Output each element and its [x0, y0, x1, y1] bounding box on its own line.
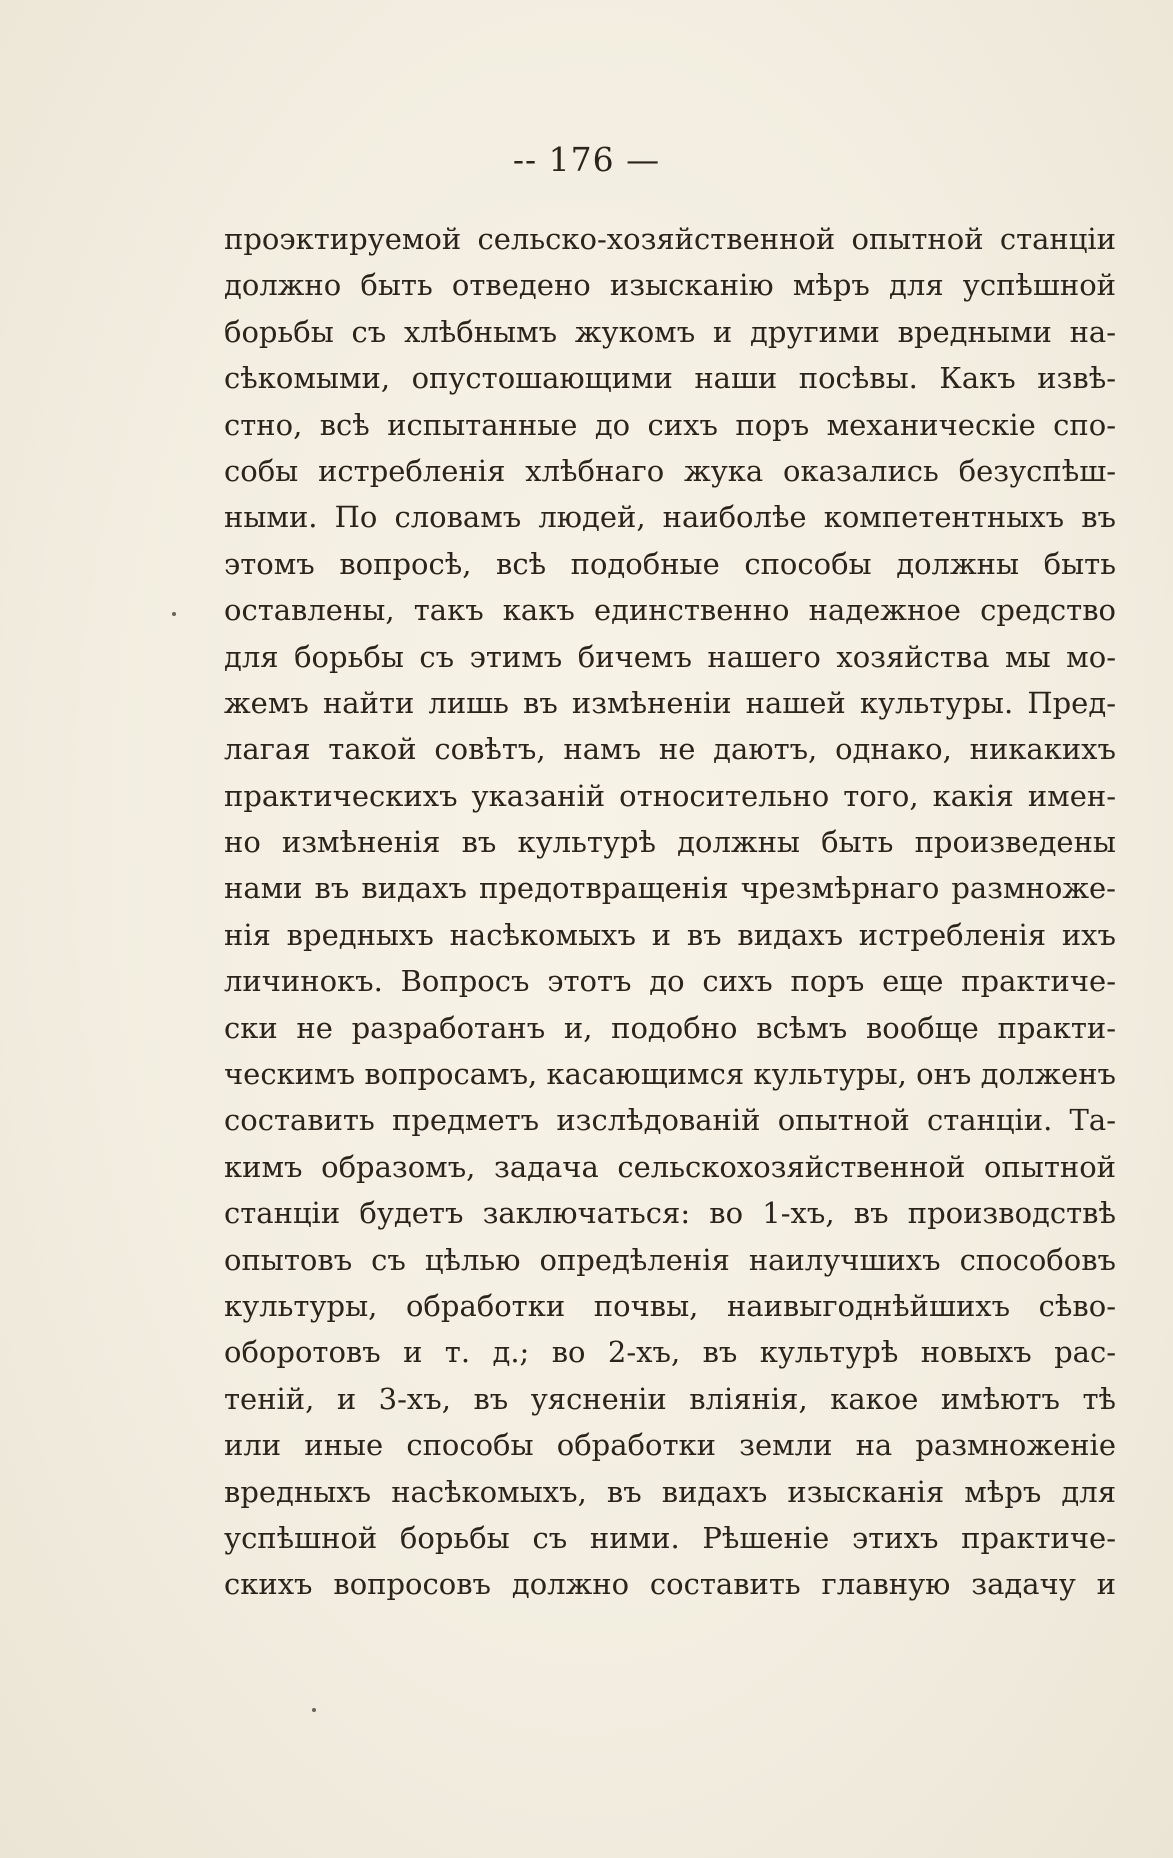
text-line: сѣкомыми, опустошающими наши посѣвы. Какъ извѣ-	[224, 361, 1116, 396]
text-line: кимъ образомъ, задача сельскохозяйственной опытной	[224, 1149, 1116, 1184]
text-line: ски не разработанъ и, подобно всѣмъ вообще практи-	[224, 1010, 1116, 1045]
text-line: лагая такой совѣтъ, намъ не даютъ, однако, никакихъ	[224, 732, 1116, 767]
body-text	[224, 216, 1116, 1608]
text-line: культуры, обработки почвы, наивыгоднѣйшихъ сѣво-	[224, 1288, 1116, 1323]
text-line: должно быть отведено изысканію мѣръ для успѣшной	[224, 268, 1116, 303]
paper-speck	[172, 612, 176, 616]
text-line: жемъ найти лишь въ измѣненіи нашей культуры. Пред-	[224, 685, 1116, 720]
text-line: или иные способы обработки земли на размноженіе	[224, 1428, 1116, 1463]
text-line: личинокъ. Вопросъ этотъ до сихъ поръ еще практиче-	[224, 964, 1116, 999]
text-line: но измѣненія въ культурѣ должны быть произведены	[224, 825, 1116, 860]
text-line: нами въ видахъ предотвращенія чрезмѣрнаго размноже-	[224, 871, 1116, 906]
text-line: оборотовъ и т. д.; во 2-хъ, въ культурѣ новыхъ рас-	[224, 1335, 1116, 1370]
text-line: вредныхъ насѣкомыхъ, въ видахъ изысканія мѣръ для	[224, 1474, 1116, 1509]
text-line: ческимъ вопросамъ, касающимся культуры, онъ долженъ	[224, 1057, 1116, 1092]
text-line: теній, и 3-хъ, въ уясненіи вліянія, какое имѣютъ тѣ	[224, 1381, 1116, 1416]
text-line: проэктируемой сельско-хозяйственной опытной станціи	[224, 222, 1116, 256]
text-line: ными. По словамъ людей, наиболѣе компетентныхъ въ	[224, 500, 1116, 535]
text-line: станціи будетъ заключаться: во 1-хъ, въ производствѣ	[224, 1196, 1116, 1231]
text-line: собы истребленія хлѣбнаго жука оказались безуспѣш-	[224, 453, 1116, 488]
text-line: успѣшной борьбы съ ними. Рѣшеніе этихъ практиче-	[224, 1520, 1116, 1555]
text-line: борьбы съ хлѣбнымъ жукомъ и другими вредными на-	[224, 314, 1116, 349]
paper-speck	[312, 1708, 316, 1712]
text-line: практическихъ указаній относительно того, какія имен-	[224, 778, 1116, 813]
text-line: нія вредныхъ насѣкомыхъ и въ видахъ истребленія ихъ	[224, 917, 1116, 952]
text-line: для борьбы съ этимъ бичемъ нашего хозяйства мы мо-	[224, 639, 1116, 674]
text-line: стно, всѣ испытанные до сихъ поръ механическіе спо-	[224, 407, 1116, 442]
text-line: составить предметъ изслѣдованій опытной станціи. Та-	[224, 1103, 1116, 1138]
text-line: опытовъ съ цѣлью опредѣленія наилучшихъ способовъ	[224, 1242, 1116, 1277]
text-line: оставлены, такъ какъ единственно надежное средство	[224, 593, 1116, 628]
text-line: этомъ вопросѣ, всѣ подобные способы должны быть	[224, 546, 1116, 581]
text-line: скихъ вопросовъ должно составить главную задачу и	[224, 1567, 1116, 1602]
page-number: -- 176 —	[512, 140, 661, 179]
